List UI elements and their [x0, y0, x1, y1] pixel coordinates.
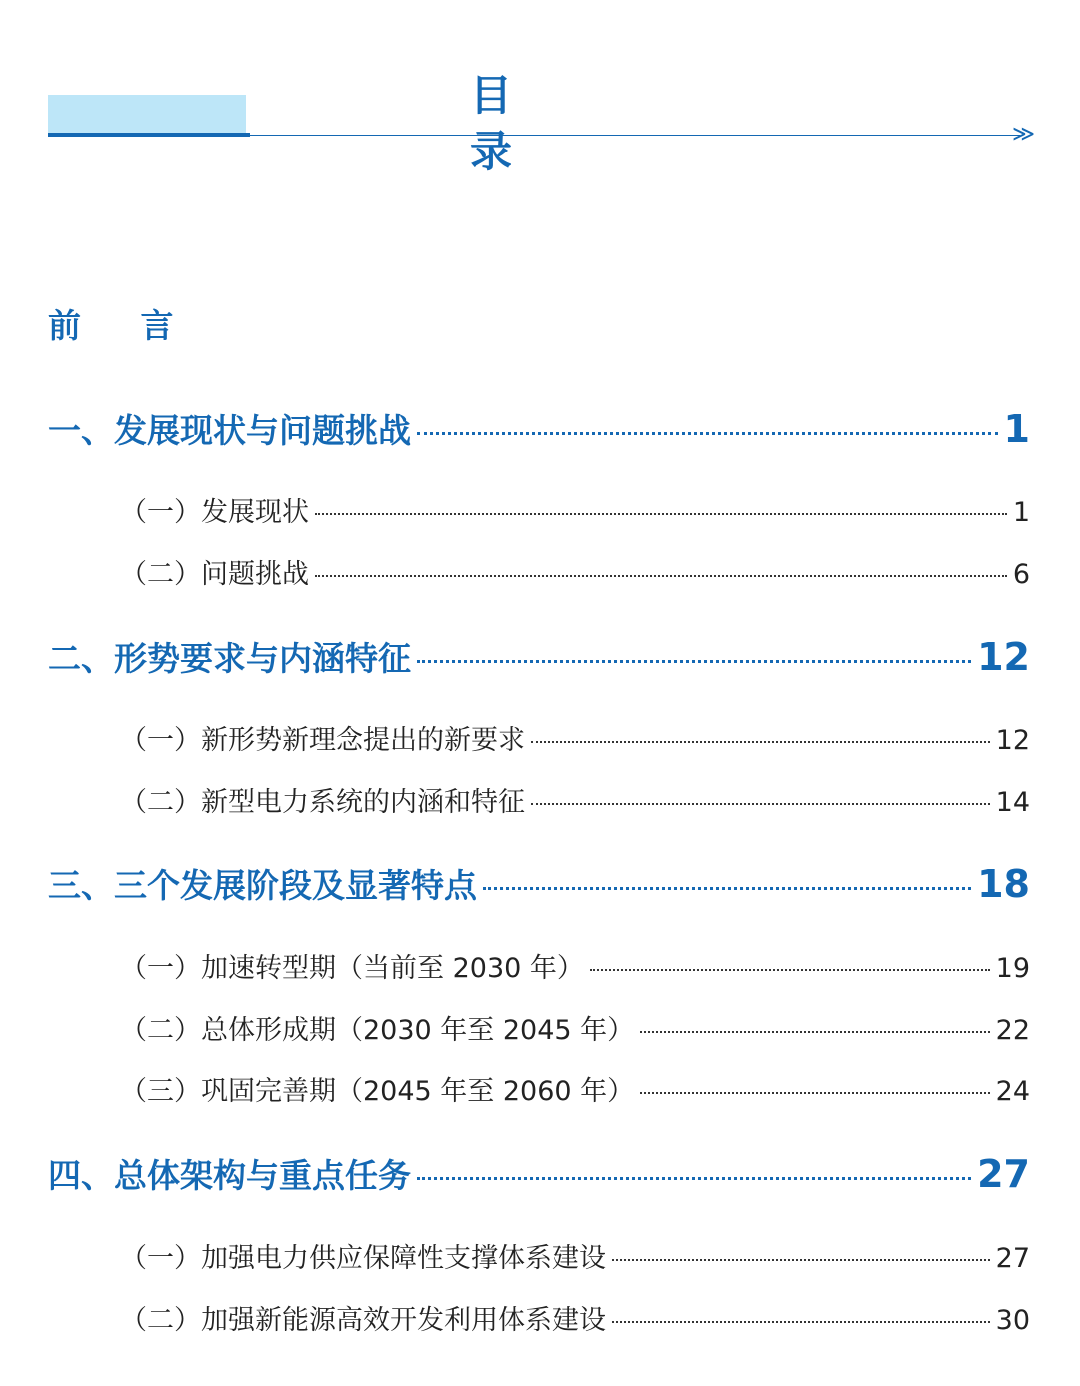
toc-section-label: （一）新形势新理念提出的新要求	[120, 725, 525, 756]
dot-leader	[417, 660, 971, 663]
toc-section-3-3[interactable]	[120, 1069, 1030, 1108]
dot-leader	[590, 969, 990, 971]
toc-section-1-2[interactable]	[120, 552, 1030, 591]
toc-page-number: 14	[995, 787, 1030, 818]
toc-section-4-1[interactable]	[120, 1236, 1030, 1275]
toc-page-number: 1	[1012, 497, 1030, 528]
toc-page-number: 30	[995, 1305, 1030, 1336]
toc-section-label: （二）新型电力系统的内涵和特征	[120, 787, 525, 818]
double-chevron-right-icon: ≫	[1012, 122, 1036, 147]
toc-section-label: （二）问题挑战	[120, 559, 309, 590]
dot-leader	[483, 887, 971, 890]
toc-section-label: （二）加强新能源高效开发利用体系建设	[120, 1305, 606, 1336]
toc-page-number: 19	[995, 953, 1030, 984]
dot-leader	[612, 1259, 990, 1261]
toc-section-2-1[interactable]	[120, 718, 1030, 757]
toc-chapter-label: 四、总体架构与重点任务	[48, 1156, 411, 1195]
page-header	[0, 0, 1080, 176]
toc-section-label: （三）巩固完善期（2045 年至 2060 年）	[120, 1076, 635, 1107]
toc-page-number: 18	[977, 862, 1030, 906]
toc-section-2-2[interactable]	[120, 780, 1030, 819]
toc-chapter-3[interactable]	[48, 860, 1030, 907]
toc-chapter-label: 三、三个发展阶段及显著特点	[48, 866, 477, 905]
toc-section-label: （二）总体形成期（2030 年至 2045 年）	[120, 1015, 635, 1046]
dot-leader	[417, 432, 998, 435]
dot-leader	[640, 1031, 989, 1033]
dot-leader	[315, 575, 1007, 577]
dot-leader	[612, 1321, 990, 1323]
page-title: 目 录	[470, 71, 549, 176]
header-accent-block	[48, 95, 246, 135]
toc-section-label: （一）加强电力供应保障性支撑体系建设	[120, 1243, 606, 1274]
toc-page-number: 22	[995, 1015, 1030, 1046]
toc-section-3-1[interactable]	[120, 946, 1030, 985]
toc-chapter-label: 二、形势要求与内涵特征	[48, 639, 411, 678]
toc-chapter-label: 一、发展现状与问题挑战	[48, 411, 411, 450]
toc-section-1-1[interactable]	[120, 490, 1030, 529]
dot-leader	[417, 1177, 971, 1180]
toc-section-3-2[interactable]	[120, 1008, 1030, 1047]
toc-page-number: 12	[977, 635, 1030, 679]
toc-section-label: （一）加速转型期（当前至 2030 年）	[120, 953, 584, 984]
toc-chapter-4[interactable]	[48, 1150, 1030, 1197]
dot-leader	[315, 513, 1007, 515]
dot-leader	[531, 741, 990, 743]
toc-page-number: 24	[995, 1076, 1030, 1107]
toc-page-number: 12	[995, 725, 1030, 756]
preface-link[interactable]: 前 言	[48, 306, 198, 345]
toc-chapter-2[interactable]	[48, 633, 1030, 680]
toc-page-number: 27	[977, 1152, 1030, 1196]
toc-chapter-1[interactable]	[48, 405, 1030, 452]
dot-leader	[531, 803, 990, 805]
toc-page-number: 1	[1003, 407, 1030, 451]
toc-section-label: （一）发展现状	[120, 497, 309, 528]
header-rule-thick	[48, 133, 250, 137]
header-rule	[248, 135, 1020, 136]
toc-page-number: 6	[1012, 559, 1030, 590]
toc-page-number: 27	[995, 1243, 1030, 1274]
dot-leader	[640, 1092, 989, 1094]
toc-section-4-2[interactable]	[120, 1298, 1030, 1337]
